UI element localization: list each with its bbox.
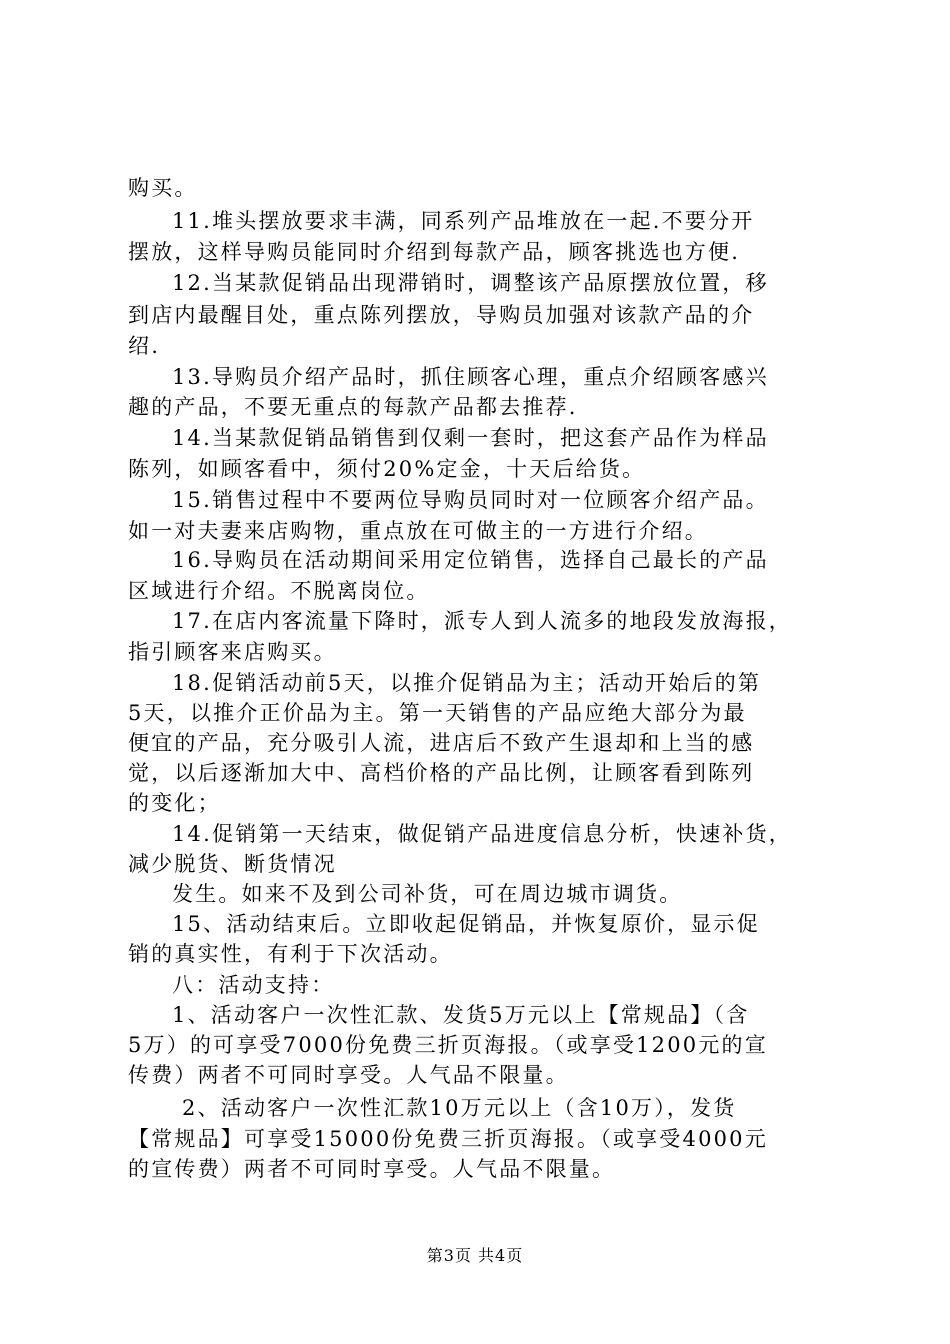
text-line: 绍. xyxy=(128,334,161,358)
text-line: 14.促销第一天结束，做促销产品进度信息分析，快速补货， xyxy=(172,822,792,846)
text-line: 传费）两者不可同时享受。人气品不限量。 xyxy=(128,1063,569,1087)
text-line: 觉，以后逐渐加大中、高档价格的产品比例，让顾客看到陈列 xyxy=(128,761,755,785)
text-line: 的宣传费）两者不可同时享受。人气品不限量。 xyxy=(128,1157,616,1181)
text-line: 14.当某款促销品销售到仅剩一套时，把这套产品作为样品 xyxy=(172,426,769,450)
text-line: 2、活动客户一次性汇款10万元以上（含10万），发货 xyxy=(182,1096,737,1120)
text-line: 发生。如来不及到公司补货，可在周边城市调货。 xyxy=(172,882,683,906)
text-line: 11.堆头摆放要求丰满，同系列产品堆放在一起.不要分开 xyxy=(172,209,755,233)
text-line: 趣的产品，不要无重点的每款产品都去推荐. xyxy=(128,395,578,419)
text-line: 购买。 xyxy=(128,176,198,200)
text-line: 便宜的产品，充分吸引人流，进店后不致产生退却和上当的感 xyxy=(128,731,755,755)
text-line: 到店内最醒目处，重点陈列摆放，导购员加强对该款产品的介 xyxy=(128,303,755,327)
text-line: 销的真实性，有利于下次活动。 xyxy=(128,942,453,966)
section-heading: 八：活动支持： xyxy=(172,973,335,997)
text-line: 12.当某款促销品出现滞销时，调整该产品原摆放位置，移 xyxy=(172,271,769,295)
text-line: 5天，以推介正价品为主。第一天销售的产品应绝大部分为最 xyxy=(128,701,747,725)
text-line: 5万）的可享受7000份免费三折页海报。（或享受1200元的宣 xyxy=(128,1033,768,1057)
text-line: 18.促销活动前5天，以推介促销品为主；活动开始后的第 xyxy=(172,671,762,695)
text-line: 15、活动结束后。立即收起促销品，并恢复原价，显示促 xyxy=(172,912,760,936)
page-footer: 第3页 共4页 xyxy=(426,1246,524,1265)
text-line: 【常规品】可享受15000份免费三折页海报。（或享受4000元 xyxy=(128,1127,768,1151)
text-line: 17.在店内客流量下降时，派专人到人流多的地段发放海报， xyxy=(172,609,792,633)
text-line: 1、活动客户一次性汇款、发货5万元以上【常规品】（含 xyxy=(172,1003,750,1027)
text-line: 减少脱货、断货情况 xyxy=(128,852,337,876)
text-line: 如一对夫妻来店购物，重点放在可做主的一方进行介绍。 xyxy=(128,519,708,543)
text-line: 摆放，这样导购员能同时介绍到每款产品，顾客挑选也方便. xyxy=(128,240,741,264)
text-line: 13.导购员介绍产品时，抓住顾客心理，重点介绍顾客感兴 xyxy=(172,365,769,389)
text-line: 15.销售过程中不要两位导购员同时对一位顾客介绍产品。 xyxy=(172,488,769,512)
text-line: 区域进行介绍。不脱离岗位。 xyxy=(128,579,430,603)
text-line: 的变化； xyxy=(128,791,221,815)
text-line: 16.导购员在活动期间采用定位销售，选择自己最长的产品 xyxy=(172,548,769,572)
text-line: 指引顾客来店购买。 xyxy=(128,640,337,664)
text-line: 陈列，如顾客看中，须付20%定金，十天后给货。 xyxy=(128,457,646,481)
